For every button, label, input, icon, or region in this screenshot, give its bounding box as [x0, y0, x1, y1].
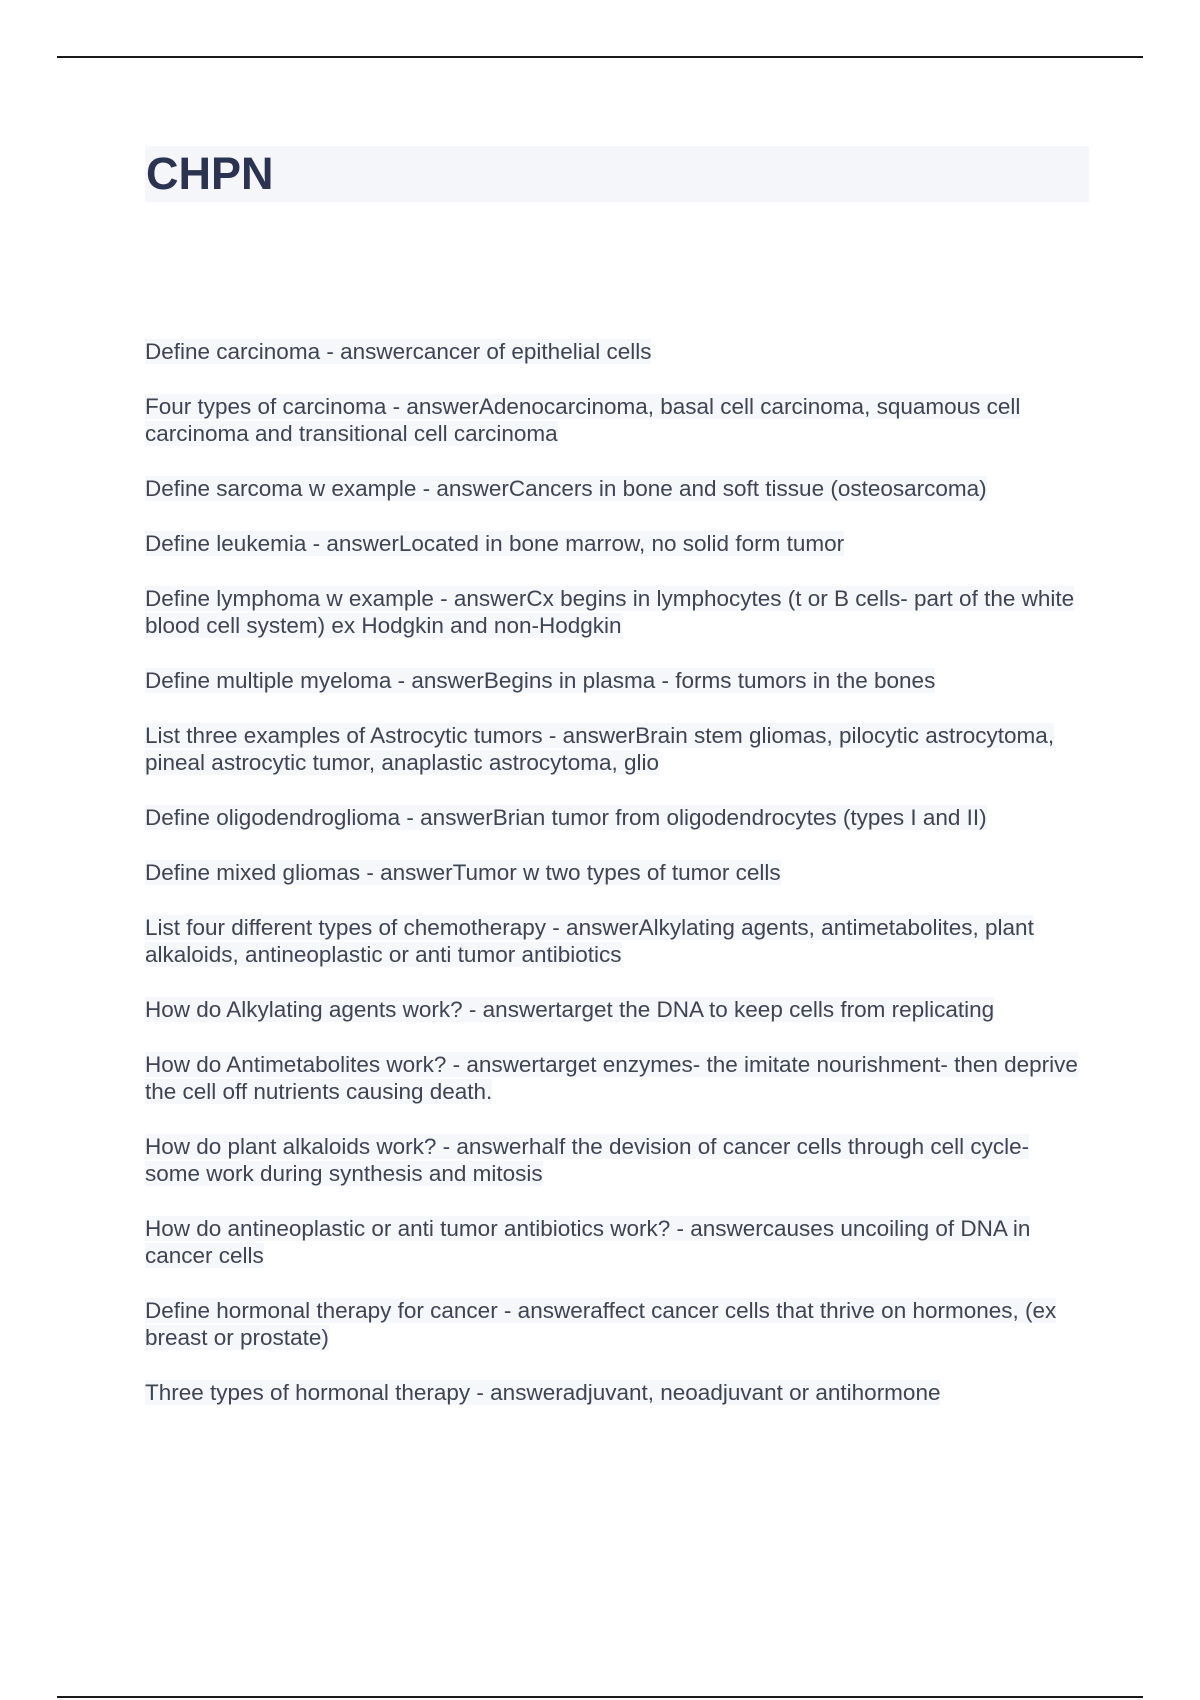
qa-item [145, 1297, 1090, 1351]
qa-item [145, 667, 1090, 694]
qa-item-text: Define carcinoma - answercancer of epithelial cells [145, 339, 652, 364]
page-title: CHPN [146, 148, 274, 199]
qa-item-text: How do Antimetabolites work? - answertarget enzymes- the imitate nourishment- then deprive the cell off nutrients causing death. [145, 1052, 1078, 1104]
qa-item [145, 859, 1090, 886]
qa-item-text: List four different types of chemotherapy - answerAlkylating agents, antimetabolites, plant alkaloids, antineoplastic or anti tumor antibiotics [145, 915, 1034, 967]
qa-item-text: Define oligodendroglioma - answerBrian tumor from oligodendrocytes (types I and II) [145, 805, 987, 830]
qa-item [145, 585, 1090, 639]
qa-item [145, 1379, 1090, 1406]
qa-item [145, 1133, 1090, 1187]
qa-item-text: Define multiple myeloma - answerBegins in plasma - forms tumors in the bones [145, 668, 936, 693]
qa-list [145, 338, 1090, 1434]
qa-item-text: Define hormonal therapy for cancer - answeraffect cancer cells that thrive on hormones, (ex breast or prostate) [145, 1298, 1057, 1350]
qa-item-text: List three examples of Astrocytic tumors - answerBrain stem gliomas, pilocytic astrocytoma, pineal astrocytic tumor, anaplastic astrocytoma, glio [145, 723, 1055, 775]
qa-item [145, 1215, 1090, 1269]
qa-item-text: Three types of hormonal therapy - answeradjuvant, neoadjuvant or antihormone [145, 1380, 941, 1405]
qa-item-text: Four types of carcinoma - answerAdenocarcinoma, basal cell carcinoma, squamous cell carcinoma and transitional cell carcinoma [145, 394, 1021, 446]
qa-item-text: Define mixed gliomas - answerTumor w two types of tumor cells [145, 860, 781, 885]
qa-item-text: Define sarcoma w example - answerCancers in bone and soft tissue (osteosarcoma) [145, 476, 987, 501]
qa-item-text: Define lymphoma w example - answerCx begins in lymphocytes (t or B cells- part of the white blood cell system) ex Hodgkin and non-Hodgkin [145, 586, 1075, 638]
qa-item [145, 530, 1090, 557]
qa-item-text: How do antineoplastic or anti tumor antibiotics work? - answercauses uncoiling of DNA in cancer cells [145, 1216, 1031, 1268]
qa-item-text: How do plant alkaloids work? - answerhalf the devision of cancer cells through cell cycle- some work during synthesis and mitosis [145, 1134, 1030, 1186]
qa-item [145, 722, 1090, 776]
qa-item-text: Define leukemia - answerLocated in bone marrow, no solid form tumor [145, 531, 845, 556]
qa-item [145, 1051, 1090, 1105]
qa-item [145, 393, 1090, 447]
qa-item-text: How do Alkylating agents work? - answertarget the DNA to keep cells from replicating [145, 997, 995, 1022]
bottom-divider [57, 1696, 1143, 1698]
qa-item [145, 475, 1090, 502]
qa-item [145, 996, 1090, 1023]
title-highlight [145, 146, 1089, 202]
qa-item [145, 338, 1090, 365]
qa-item [145, 804, 1090, 831]
qa-item [145, 914, 1090, 968]
top-divider [57, 56, 1143, 58]
